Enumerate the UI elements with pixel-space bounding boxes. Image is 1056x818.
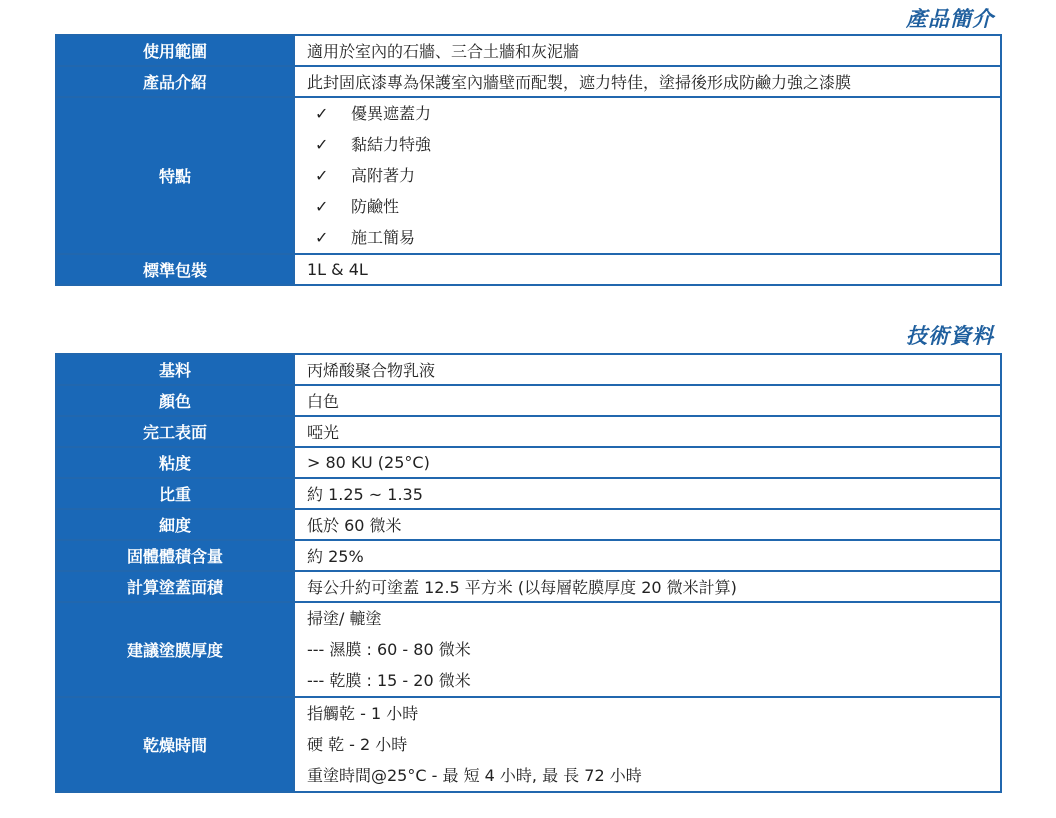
row-label-usage: 使用範圍 (56, 35, 294, 66)
table-row (56, 478, 1001, 509)
row-label-base: 基料 (56, 354, 294, 385)
row-label-coverage: 計算塗蓋面積 (56, 571, 294, 602)
table-row (56, 416, 1001, 447)
list-item (307, 160, 1000, 191)
table-row (56, 254, 1001, 285)
table-row (56, 447, 1001, 478)
row-value-solids: 約 25% (294, 540, 1001, 571)
feature-text: 黏結力特強 (351, 135, 432, 154)
row-value-gravity: 約 1.25 ~ 1.35 (294, 478, 1001, 509)
feature-text: 優異遮蓋力 (351, 104, 432, 123)
row-value-thickness (294, 602, 1001, 697)
row-value-intro: 此封固底漆專為保護室內牆壁而配製，遮力特佳，塗掃後形成防鹼力強之漆膜 (294, 66, 1001, 97)
row-label-packaging: 標準包裝 (56, 254, 294, 285)
section-title-product-intro: 產品簡介 (906, 7, 994, 31)
row-value-packaging: 1L & 4L (294, 254, 1001, 285)
feature-text: 高附著力 (351, 166, 416, 185)
checkmark-icon: ✓ (315, 228, 329, 247)
row-label-fineness: 細度 (56, 509, 294, 540)
list-item (307, 222, 1000, 253)
feature-text: 施工簡易 (351, 228, 416, 247)
list-item (307, 191, 1000, 222)
thickness-line: 掃塗/ 轆塗 (307, 609, 382, 628)
row-value-usage: 適用於室內的石牆、三合土牆和灰泥牆 (294, 35, 1001, 66)
table-row (56, 602, 1001, 697)
row-value-coverage: 每公升約可塗蓋 12.5 平方米 (以每層乾膜厚度 20 微米計算) (294, 571, 1001, 602)
list-item (307, 129, 1000, 160)
table-row (56, 35, 1001, 66)
checkmark-icon: ✓ (315, 104, 329, 123)
row-label-solids: 固體體積含量 (56, 540, 294, 571)
checkmark-icon: ✓ (315, 197, 329, 216)
list-item (307, 98, 1000, 129)
row-label-finish: 完工表面 (56, 416, 294, 447)
checkmark-icon: ✓ (315, 135, 329, 154)
row-value-drying (294, 697, 1001, 792)
thickness-line: --- 乾膜 : 15 - 20 微米 (307, 671, 471, 690)
product-intro-table (55, 34, 1002, 286)
table-row (56, 540, 1001, 571)
table-row (56, 66, 1001, 97)
row-label-drying: 乾燥時間 (56, 697, 294, 792)
table-row (56, 571, 1001, 602)
thickness-line: --- 濕膜 : 60 - 80 微米 (307, 640, 471, 659)
drying-line: 指觸乾 - 1 小時 (307, 704, 419, 723)
checkmark-icon: ✓ (315, 166, 329, 185)
features-list (294, 97, 1001, 254)
row-label-features: 特點 (56, 97, 294, 254)
drying-line: 重塗時間@25°C - 最 短 4 小時, 最 長 72 小時 (307, 766, 642, 785)
section-title-tech-data: 技術資料 (906, 324, 994, 348)
table-row (56, 97, 1001, 254)
feature-text: 防鹼性 (351, 197, 400, 216)
row-value-finish: 啞光 (294, 416, 1001, 447)
table-row (56, 697, 1001, 792)
row-value-viscosity: > 80 KU (25°C) (294, 447, 1001, 478)
row-value-color: 白色 (294, 385, 1001, 416)
drying-line: 硬 乾 - 2 小時 (307, 735, 408, 754)
row-value-base: 丙烯酸聚合物乳液 (294, 354, 1001, 385)
row-label-gravity: 比重 (56, 478, 294, 509)
table-row (56, 385, 1001, 416)
table-row (56, 509, 1001, 540)
row-label-intro: 產品介紹 (56, 66, 294, 97)
row-label-viscosity: 粘度 (56, 447, 294, 478)
row-label-thickness: 建議塗膜厚度 (56, 602, 294, 697)
row-value-fineness: 低於 60 微米 (294, 509, 1001, 540)
table-row (56, 354, 1001, 385)
tech-data-table (55, 353, 1002, 793)
row-label-color: 顏色 (56, 385, 294, 416)
